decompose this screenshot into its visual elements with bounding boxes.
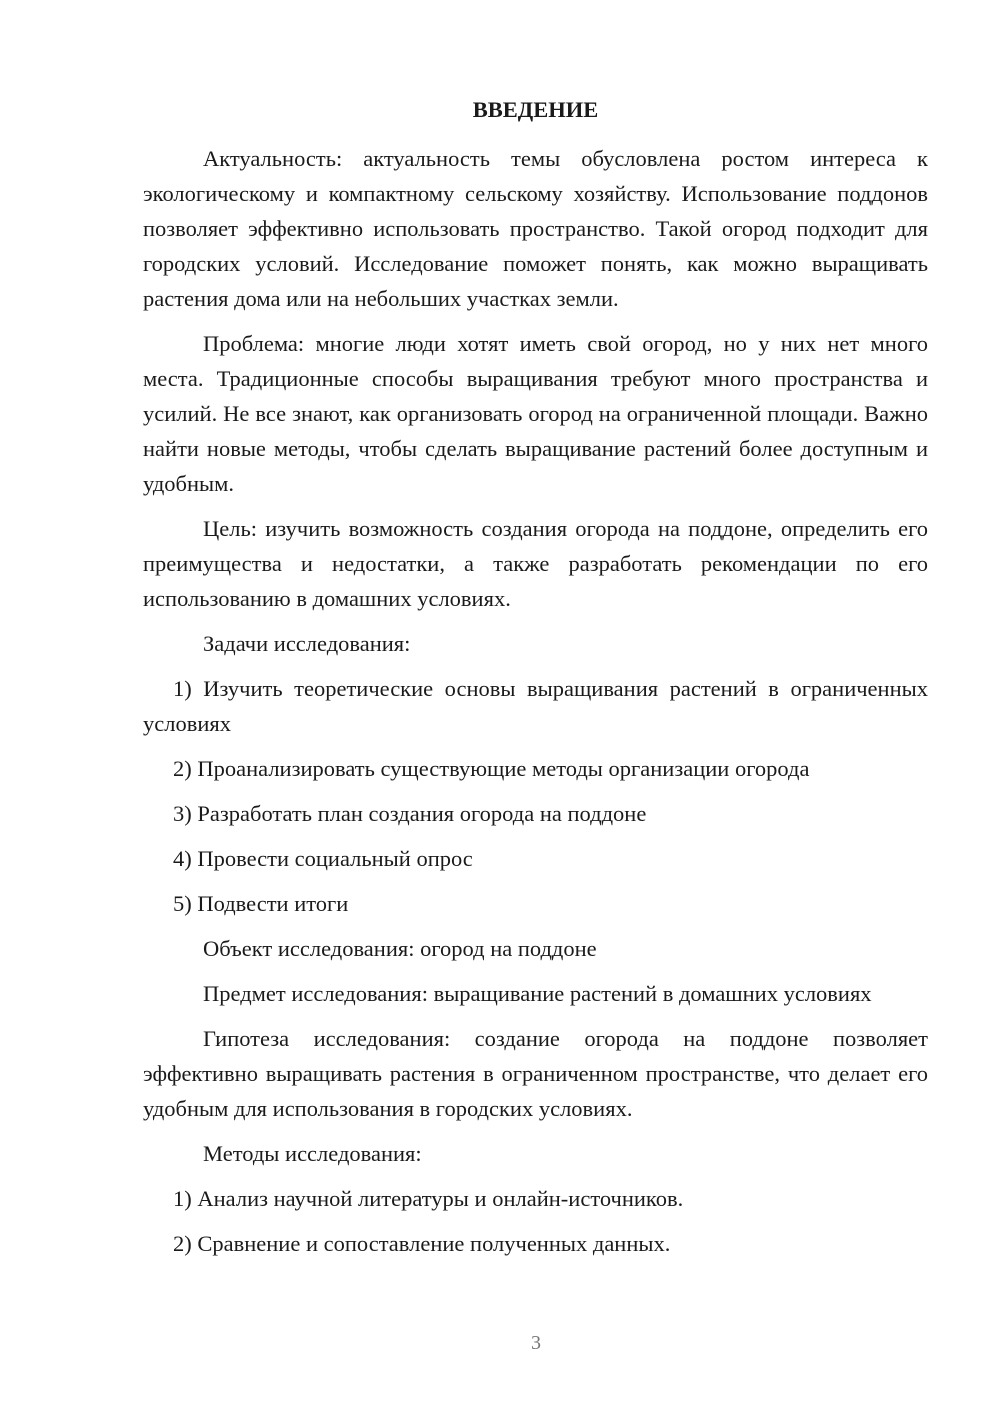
- tasks-heading: Задачи исследования:: [203, 631, 411, 656]
- method-item: 2) Сравнение и сопоставление полученных данных.: [173, 1231, 671, 1256]
- hypothesis-paragraph: Гипотеза исследования: создание огорода на поддоне позволяет эффективно выращивать растения в ограниченном пространстве, что делает его удобным для использования в городских условиях.: [143, 1026, 928, 1121]
- subject-paragraph: Предмет исследования: выращивание растений в домашних условиях: [203, 981, 872, 1006]
- object-paragraph: Объект исследования: огород на поддоне: [203, 936, 597, 961]
- task-item: 1) Изучить теоретические основы выращивания растений в ограниченных условиях: [143, 676, 928, 736]
- method-item: 1) Анализ научной литературы и онлайн-источников.: [173, 1186, 684, 1211]
- page-title: ВВЕДЕНИЕ: [472, 97, 599, 122]
- task-item: 2) Проанализировать существующие методы организации огорода: [173, 756, 810, 781]
- methods-heading: Методы исследования:: [203, 1141, 422, 1166]
- page-number: 3: [531, 1332, 541, 1354]
- problem-paragraph: Проблема: многие люди хотят иметь свой огород, но у них нет много места. Традиционные способы выращивания требуют много пространства и усилий. Не все знают, как организовать огород на ограниченной площади. Важно найти новые методы, чтобы сделать выращивание растений более доступным и удобным.: [143, 331, 928, 496]
- task-item: 5) Подвести итоги: [173, 891, 349, 916]
- task-item: 3) Разработать план создания огорода на поддоне: [173, 801, 647, 826]
- task-item: 4) Провести социальный опрос: [173, 846, 473, 871]
- goal-paragraph: Цель: изучить возможность создания огорода на поддоне, определить его преимущества и недостатки, а также разработать рекомендации по его использованию в домашних условиях.: [143, 516, 928, 611]
- document-body: [143, 92, 928, 1271]
- relevance-paragraph: Актуальность: актуальность темы обусловлена ростом интереса к экологическому и компактному сельскому хозяйству. Использование поддонов позволяет эффективно использовать пространство. Такой огород подходит для городских условий. Исследование поможет понять, как можно выращивать растения дома или на небольших участках земли.: [143, 146, 928, 311]
